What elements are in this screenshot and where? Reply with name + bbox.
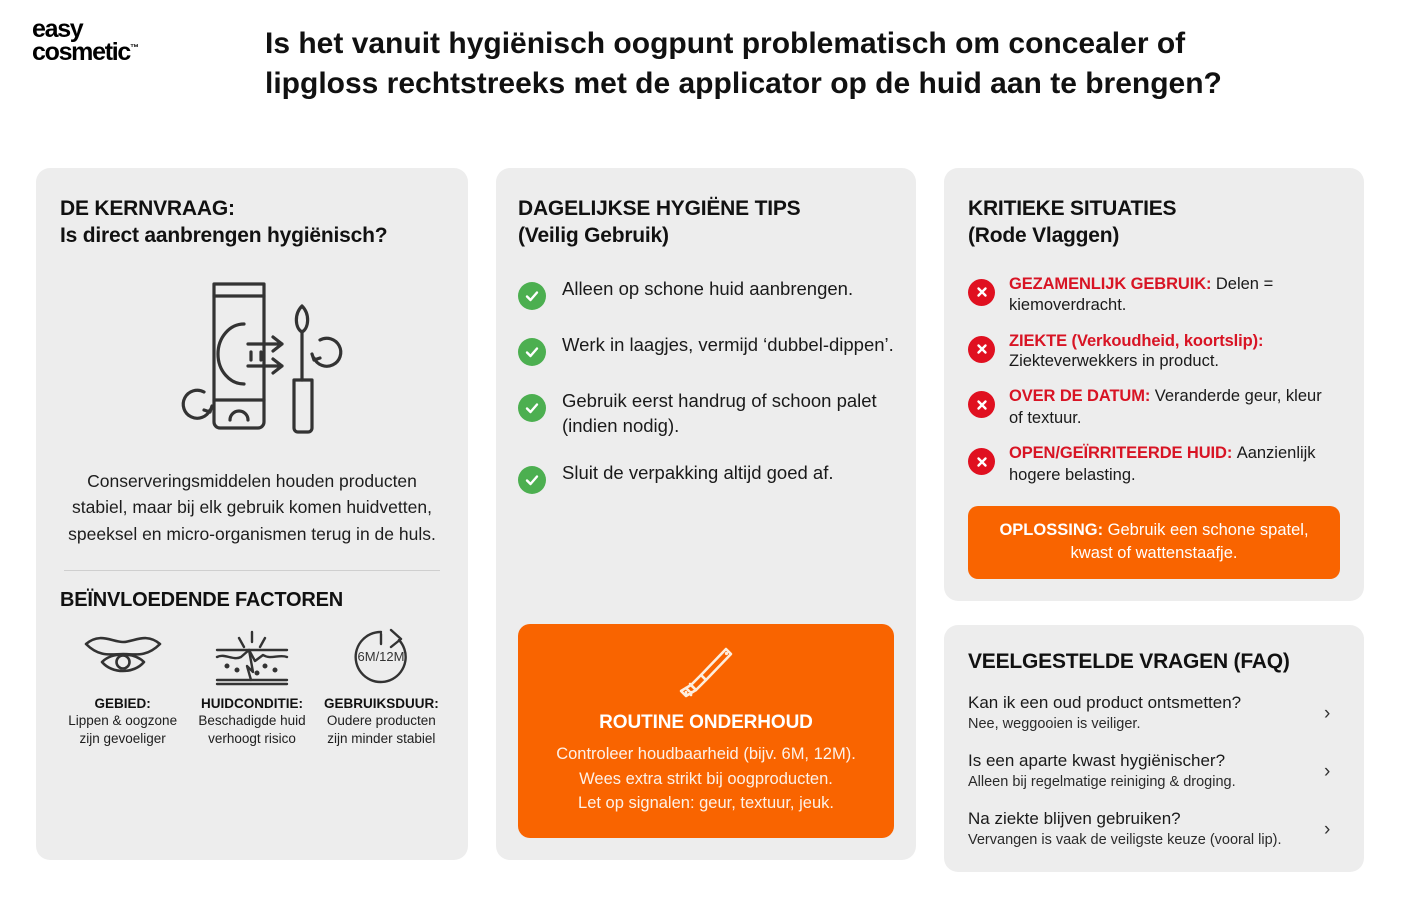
red-flags-list (968, 274, 1340, 486)
section-divider (64, 570, 440, 571)
critical-situations-card (944, 168, 1364, 601)
core-question-title-main: DE KERNVRAAG: (60, 197, 235, 220)
trademark-symbol: ™ (130, 42, 139, 53)
red-flag-desc: Veranderde geur, kleur of textuur. (1009, 387, 1322, 427)
routine-maintenance-callout (518, 624, 894, 838)
brand-line-1: easy (32, 15, 83, 43)
check-icon (518, 338, 546, 366)
core-question-subtitle: Is direct aanbrengen hygiënisch? (60, 223, 388, 247)
tips-list (518, 276, 894, 494)
faq-item[interactable] (968, 808, 1340, 850)
core-question-title (60, 196, 444, 250)
factor-label: HUIDCONDITIE: (200, 695, 303, 711)
faq-body (968, 692, 1314, 734)
core-question-lead: Conserveringsmiddelen houden producten stabiel, maar bij elk gebruik komen huidvetten, speeksel en micro-organismen terug in de huls. (68, 470, 436, 544)
solution-callout (968, 506, 1340, 579)
red-flag-desc: Aanzienlijk hogere belasting. (1009, 444, 1316, 484)
faq-body (968, 808, 1314, 850)
tip-text: Werk in laagjes, vermijd ‘dubbel-dippen’. (562, 333, 894, 355)
cosmetic-tube-applicator-icon (60, 272, 444, 452)
solution-text: Gebruik een schone spatel, kwast of wattenstaafje. (1070, 520, 1309, 563)
tip-item (518, 276, 894, 310)
damaged-skin-icon (189, 626, 314, 688)
factors-list (60, 626, 444, 748)
tip-item (518, 388, 894, 438)
chevron-right-icon[interactable]: › (1324, 818, 1331, 840)
hygiene-tips-title-main: DAGELIJKSE HYGIËNE TIPS (518, 197, 801, 220)
factor-item (60, 626, 185, 748)
lips-eye-icon (60, 626, 185, 688)
check-icon (518, 466, 546, 494)
tip-text: Sluit de verpakking altijd goed af. (562, 462, 834, 484)
chevron-right-icon[interactable]: › (1324, 760, 1331, 782)
column-left (36, 168, 468, 872)
red-flag-item (968, 274, 1340, 317)
check-icon (518, 394, 546, 422)
brand-logo (0, 14, 265, 64)
solution-label: OPLOSSING: (999, 520, 1104, 539)
faq-title: VEELGESTELDE VRAGEN (FAQ) (968, 650, 1290, 674)
routine-maintenance-line: Wees extra strikt bij oogproducten. (579, 769, 833, 788)
brand-line-2: cosmetic (32, 38, 130, 66)
hygiene-tips-card (496, 168, 916, 860)
red-flag-heading: OVER DE DATUM: (1009, 387, 1151, 406)
close-icon (968, 336, 995, 363)
faq-card (944, 625, 1364, 872)
faq-question: Kan ik een oud product ontsmetten? (968, 693, 1242, 712)
page-title: Is het vanuit hygiënisch oogpunt problematisch om concealer of lipgloss rechtstreeks met de applicator op de huid aan te brengen? (265, 27, 1222, 100)
factor-item (189, 626, 314, 748)
tip-text: Gebruik eerst handrug of schoon palet (indien nodig). (562, 389, 877, 436)
red-flag-heading: ZIEKTE (Verkoudheid, koortslip): (1009, 331, 1264, 350)
column-right (944, 168, 1364, 872)
core-question-card (36, 168, 468, 860)
factor-item (319, 626, 444, 748)
faq-item[interactable] (968, 692, 1340, 734)
faq-answer: Alleen bij regelmatige reiniging & droging. (968, 774, 1236, 791)
red-flag-heading: OPEN/GEÏRRITEERDE HUID: (1009, 444, 1233, 463)
faq-list (968, 692, 1340, 850)
factor-desc: Oudere producten zijn minder stabiel (326, 712, 436, 746)
factor-desc: Lippen & oogzone zijn gevoeliger (68, 712, 178, 746)
faq-answer: Nee, weggooien is veiliger. (968, 716, 1141, 733)
routine-maintenance-line: Let op signalen: geur, textuur, jeuk. (578, 794, 834, 813)
tip-text: Alleen op schone huid aanbrengen. (562, 277, 854, 299)
paintbrush-icon (534, 644, 878, 702)
close-icon (968, 391, 995, 418)
critical-situations-title (968, 196, 1340, 250)
critical-situations-subtitle: (Rode Vlaggen) (968, 223, 1120, 247)
influencing-factors-title: BEÏNVLOEDENDE FACTOREN (60, 588, 344, 611)
faq-item[interactable] (968, 750, 1340, 792)
faq-question: Is een aparte kwast hygiënischer? (968, 751, 1226, 771)
factor-label: GEBRUIKSDUUR: (323, 695, 439, 711)
factor-label: GEBIED: (94, 695, 151, 711)
close-icon (968, 279, 995, 306)
faq-answer: Vervangen is vaak de veiligste keuze (vooral lip). (968, 832, 1282, 849)
red-flag-item (968, 386, 1340, 429)
critical-situations-title-main: KRITIEKE SITUATIES (968, 197, 1177, 220)
pao-icon-text: 6M/12M (357, 648, 405, 664)
check-icon (518, 282, 546, 310)
hygiene-tips-subtitle: (Veilig Gebruik) (518, 223, 669, 247)
red-flag-desc: Ziekteverwekkers in product. (1009, 351, 1219, 370)
routine-maintenance-line: Controleer houdbaarheid (bijv. 6M, 12M). (556, 744, 856, 763)
red-flag-desc: Delen = kiemoverdracht. (1009, 274, 1274, 315)
content-columns (0, 168, 1408, 872)
routine-maintenance-title: ROUTINE ONDERHOUD (599, 711, 813, 733)
red-flag-heading: GEZAMENLIJK GEBRUIK: (1009, 274, 1212, 293)
red-flag-item (968, 443, 1340, 486)
tip-item (518, 460, 894, 494)
tip-item (518, 332, 894, 366)
close-icon (968, 448, 995, 475)
column-middle (496, 168, 916, 872)
header (0, 0, 1408, 103)
factor-desc: Beschadigde huid verhoogt risico (198, 712, 306, 746)
pao-period-icon (319, 626, 444, 688)
chevron-right-icon[interactable]: › (1324, 702, 1331, 724)
faq-question: Na ziekte blijven gebruiken? (968, 809, 1181, 829)
hygiene-tips-title (518, 196, 894, 250)
faq-body (968, 750, 1314, 792)
red-flag-item (968, 331, 1340, 373)
brand-logo-text (32, 15, 265, 66)
